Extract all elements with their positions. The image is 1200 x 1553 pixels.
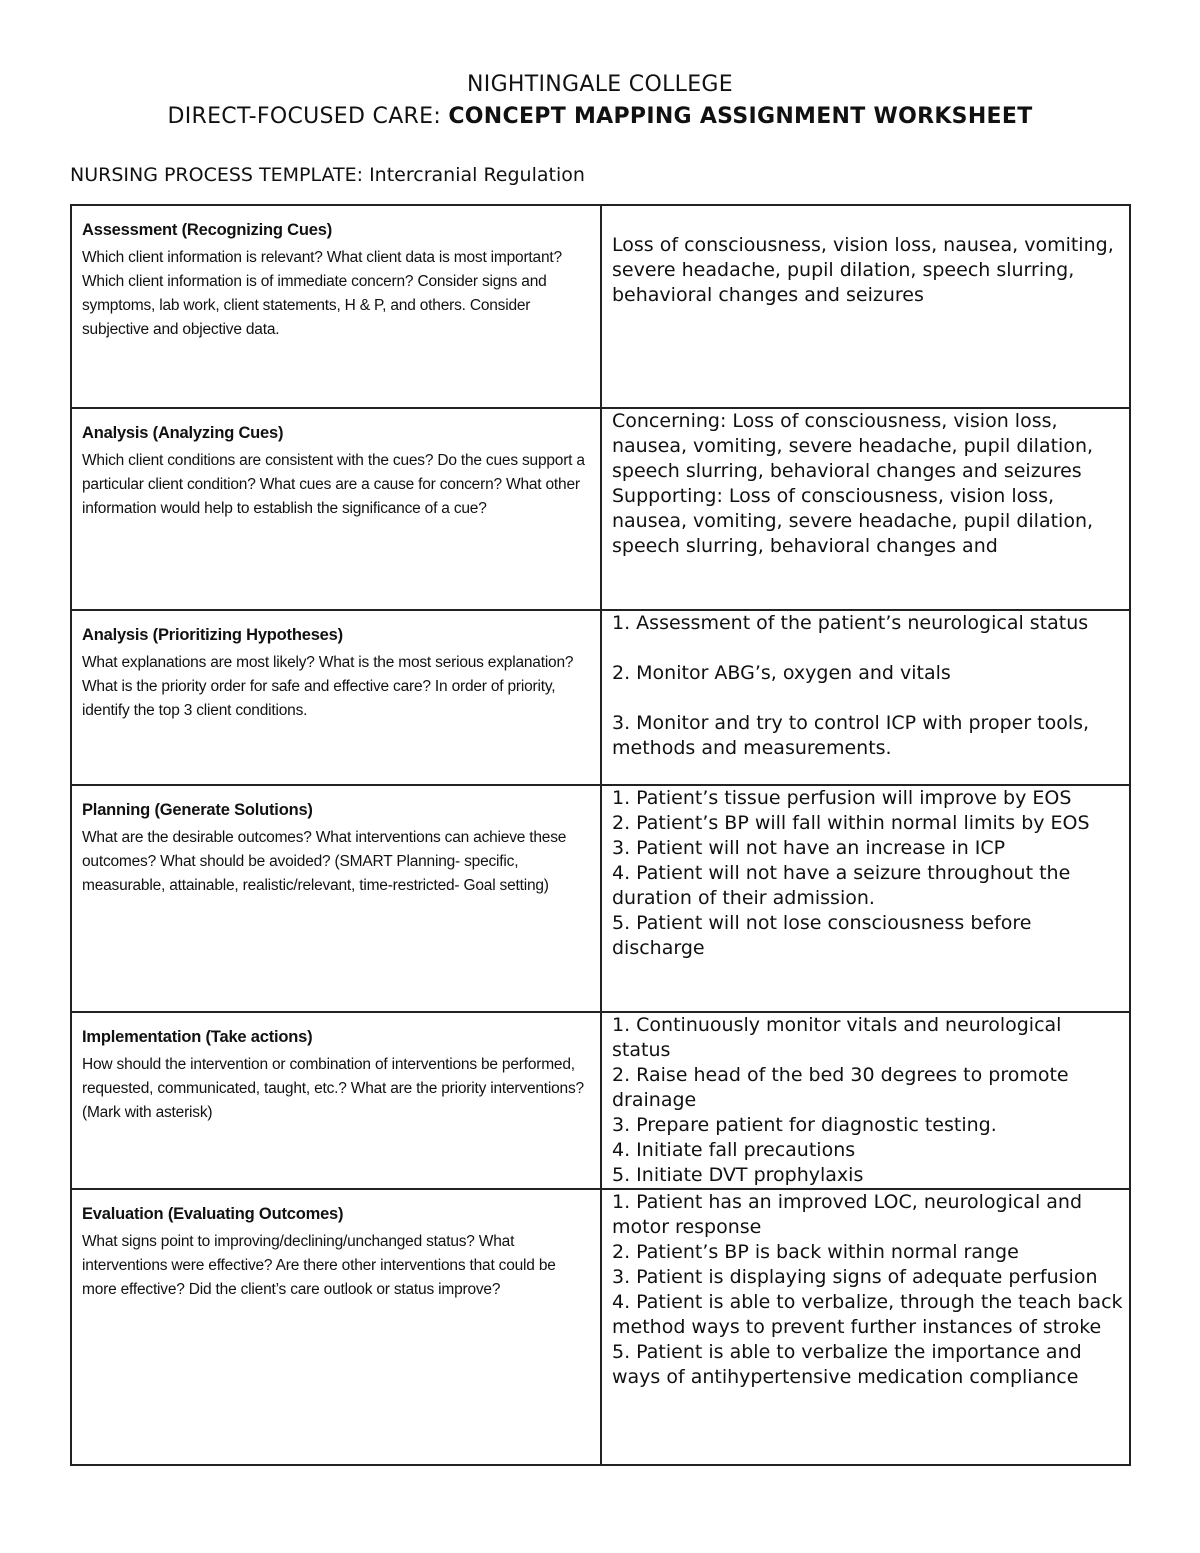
row-heading: Analysis (Prioritizing Hypotheses) xyxy=(82,626,343,644)
row-description: What are the desirable outcomes? What interventions can achieve these outcomes? What should be avoided? (SMART Planning- specific, measurable, attainable, realistic/relevant, time-restricted- Goal setting) xyxy=(82,829,567,894)
row-response: 1. Patient has an improved LOC, neurological and motor response 2. Patient’s BP is back within normal range 3. Patient is displaying signs of adequate perfusion 4. Patient is able to verbalize, through the teach back method ways to prevent further instances of stroke 5. Patient is able to verbalize the importance and ways of antihypertensive medication compliance xyxy=(612,1191,1123,1388)
row-response: 1. Assessment of the patient’s neurological status 2. Monitor ABG’s, oxygen and vitals 3. Monitor and try to control ICP with proper tools, methods and measurements. xyxy=(612,612,1090,759)
row-heading: Evaluation (Evaluating Outcomes) xyxy=(82,1205,344,1223)
nursing-process-table xyxy=(70,204,1131,1466)
template-value: Intercranial Regulation xyxy=(369,164,585,186)
row-prompt-cell xyxy=(71,205,601,408)
college-name: NIGHTINGALE COLLEGE xyxy=(467,72,733,97)
template-line xyxy=(70,162,585,188)
row-response-cell xyxy=(601,1189,1130,1465)
table-row-implementation xyxy=(71,1012,1130,1189)
row-prompt-cell xyxy=(71,785,601,1012)
row-response: Concerning: Loss of consciousness, vision loss, nausea, vomiting, severe headache, pupil dilation, speech slurring, behavioral changes and seizures Supporting: Loss of consciousness, vision loss, nausea, vomiting, severe headache, pupil dilation, speech slurring, behavioral changes and xyxy=(612,410,1094,557)
worksheet-title-prefix: DIRECT-FOCUSED CARE: xyxy=(167,104,449,129)
worksheet-title-bold: CONCEPT MAPPING ASSIGNMENT WORKSHEET xyxy=(448,104,1033,129)
row-heading: Assessment (Recognizing Cues) xyxy=(82,221,333,239)
row-response: Loss of consciousness, vision loss, nausea, vomiting, severe headache, pupil dilation, speech slurring, behavioral changes and seizures xyxy=(612,234,1114,306)
row-prompt-cell xyxy=(71,408,601,610)
row-response-cell xyxy=(601,205,1130,408)
row-prompt-cell xyxy=(71,610,601,785)
template-label: NURSING PROCESS TEMPLATE: xyxy=(70,164,370,186)
worksheet-title xyxy=(0,100,1200,134)
row-description: What explanations are most likely? What is the most serious explanation? What is the priority order for safe and effective care? In order of priority, identify the top 3 client conditions. xyxy=(82,654,574,719)
table-row-analyzing-cues xyxy=(71,408,1130,610)
row-response-cell xyxy=(601,408,1130,610)
row-heading: Planning (Generate Solutions) xyxy=(82,801,313,819)
table-row-planning xyxy=(71,785,1130,1012)
row-description: Which client conditions are consistent with the cues? Do the cues support a particular client condition? What cues are a cause for concern? What other information would help to establish the significance of a cue? xyxy=(82,452,585,517)
table-row-assessment xyxy=(71,205,1130,408)
row-description: Which client information is relevant? What client data is most important? Which client information is of immediate concern? Consider signs and symptoms, lab work, client statements, H & P, and others. Consider subjective and objective data. xyxy=(82,249,562,338)
document-header xyxy=(0,70,1200,134)
row-response-cell xyxy=(601,610,1130,785)
row-heading: Implementation (Take actions) xyxy=(82,1028,313,1046)
row-response-cell xyxy=(601,785,1130,1012)
row-heading: Analysis (Analyzing Cues) xyxy=(82,424,284,442)
row-description: How should the intervention or combination of interventions be performed, requested, communicated, taught, etc.? What are the priority interventions? (Mark with asterisk) xyxy=(82,1056,584,1121)
row-prompt-cell xyxy=(71,1189,601,1465)
table-row-prioritizing-hypotheses xyxy=(71,610,1130,785)
row-prompt-cell xyxy=(71,1012,601,1189)
table-row-evaluation xyxy=(71,1189,1130,1465)
row-response: 1. Continuously monitor vitals and neurological status 2. Raise head of the bed 30 degrees to promote drainage 3. Prepare patient for diagnostic testing. 4. Initiate fall precautions 5. Initiate DVT prophylaxis xyxy=(612,1014,1069,1186)
row-response: 1. Patient’s tissue perfusion will improve by EOS 2. Patient’s BP will fall within normal limits by EOS 3. Patient will not have an increase in ICP 4. Patient will not have a seizure throughout the duration of their admission. 5. Patient will not lose consciousness before discharge xyxy=(612,787,1090,959)
row-response-cell xyxy=(601,1012,1130,1189)
row-description: What signs point to improving/declining/unchanged status? What interventions were effective? Are there other interventions that could be more effective? Did the client’s care outlook or status improve? xyxy=(82,1233,556,1298)
